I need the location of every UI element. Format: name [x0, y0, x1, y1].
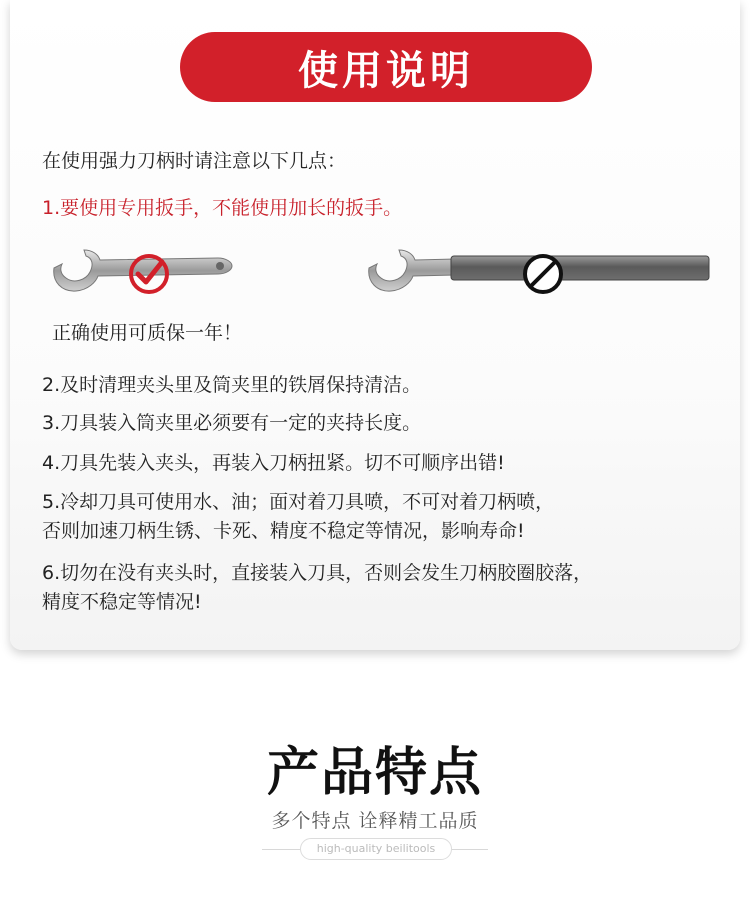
features-title: 产品特点 — [266, 743, 483, 803]
usage-point-4: 4.刀具先装入夹头，再装入刀柄扭紧。切不可顺序出错! — [42, 452, 505, 474]
usage-title: 使用说明 — [180, 32, 592, 102]
usage-point-6-line-1: 6.切勿在没有夹头时，直接装入刀具，否则会发生刀柄胶圈胶落， — [42, 562, 593, 584]
tagline-left-rule — [262, 849, 300, 850]
usage-point-6-line-2: 精度不稳定等情况! — [42, 591, 202, 613]
prohibited-icon — [518, 252, 568, 296]
features-subtitle: 多个特点 诠释精工品质 — [271, 810, 479, 832]
usage-intro: 在使用强力刀柄时请注意以下几点： — [42, 150, 347, 172]
tagline-right-rule — [452, 849, 488, 850]
tagline-decoration — [262, 838, 488, 860]
usage-card — [10, 0, 740, 650]
warranty-note: 正确使用可质保一年！ — [52, 322, 243, 344]
usage-point-3: 3.刀具装入筒夹里必须要有一定的夹持长度。 — [42, 412, 422, 434]
usage-point-2: 2.及时清理夹头里及筒夹里的铁屑保持清洁。 — [42, 374, 422, 396]
usage-point-5-line-1: 5.冷却刀具可使用水、油；面对着刀具喷，不可对着刀柄喷， — [42, 491, 555, 513]
tagline-badge: high-quality beilitools — [300, 838, 452, 860]
usage-point-1: 1.要使用专用扳手，不能使用加长的扳手。 — [42, 197, 403, 219]
check-in-circle-icon — [124, 252, 174, 296]
usage-point-5-line-2: 否则加速刀柄生锈、卡死、精度不稳定等情况，影响寿命! — [42, 520, 525, 542]
